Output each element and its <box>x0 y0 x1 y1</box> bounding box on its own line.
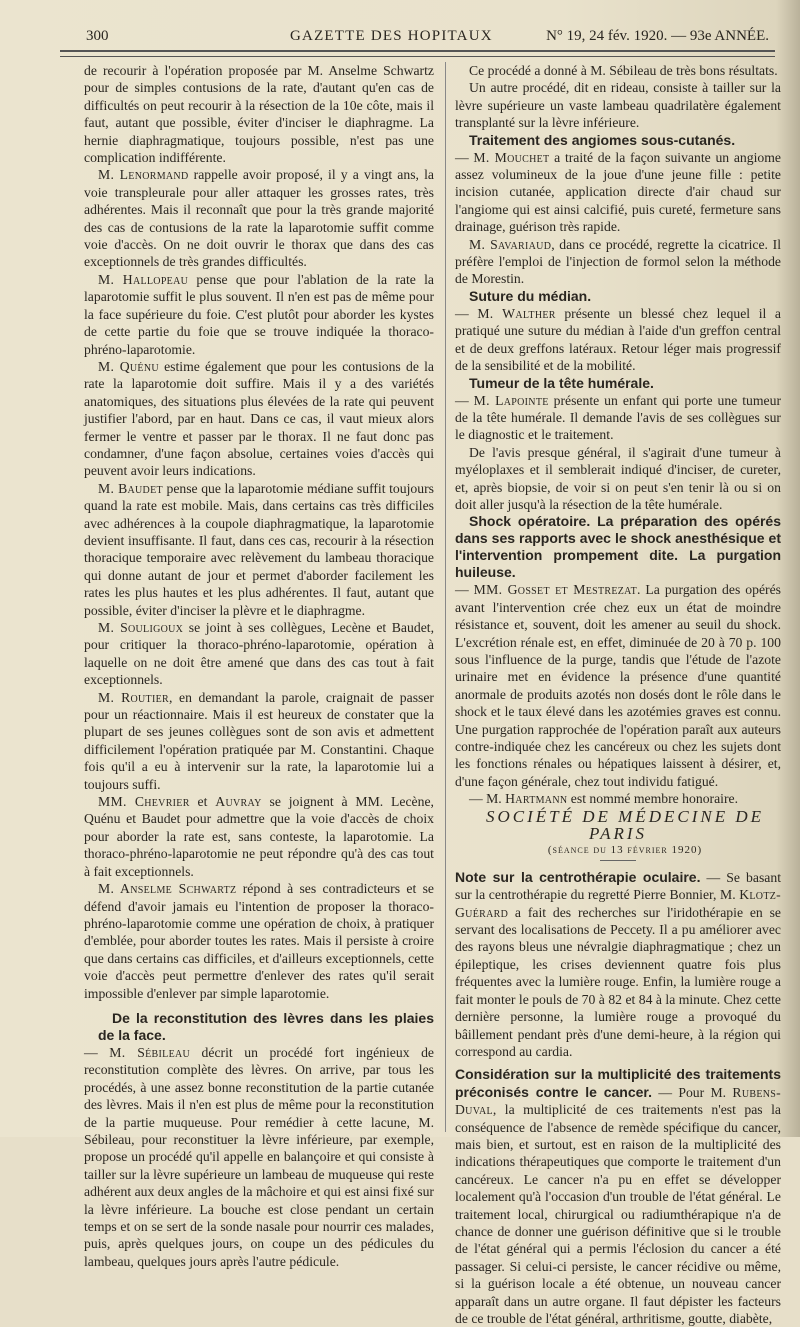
speaker-name: MM. Gosset et Mestrezat <box>473 582 638 598</box>
paragraph-text: répond à ses contradicteurs et se défend d'avoir jamais eu l'intention de proposer la thoraco-phréno-laparotomie comme une opération de choix, à pratiquer d'emblée, pour aborder toutes les rates. Mais il persiste à croire que dans certains cas difficiles, et d'ailleurs exceptionnels, cette voie d'accès peut permettre d'enlever des rates qu'il serait impossible d'enlever par simple laparotomie. <box>84 881 434 1001</box>
section-heading: De la reconstitution des lèvres dans les plaies de la face. <box>98 1009 434 1043</box>
paragraph-text: pense que la laparotomie médiane suffit toujours quand la rate est mobile. Mais, dans certains cas très difficiles avec adhérences à la coupole diaphragmatique, la laparotomie devient insuffisante. Il faut, dans ces cas, recourir à la résection thoracique temporaire avec relèvement du lambeau thoracique qui donne autant de jour et permet d'aborder facilement les rates les plus hautes et les plus adhérentes. Il faut, autant que possible, éviter d'inciser la plèvre et le diaphragme. <box>84 480 434 618</box>
paragraph <box>84 1044 434 1270</box>
paragraph <box>84 166 434 270</box>
section-heading: Traitement des angiomes sous-cutanés. <box>469 131 736 148</box>
paragraph-text: , dans ce procédé, regrette la cicatrice. Il préfère l'emploi de l'injection de formol selon la méthode de Morestin. <box>455 236 781 287</box>
speaker-name: Rubens-Duval <box>455 1084 781 1118</box>
session-date: (séance du 13 février 1920) <box>547 844 703 857</box>
paragraph: — M. Lapointe présente un enfant qui porte une tumeur de la tête humérale. Il demande l'avis de ses collègues sur le diagnostic et le traitement. <box>455 392 782 443</box>
speaker-name: MM. Chevrier <box>98 794 190 810</box>
paragraph-text: présente un blessé chez lequel il a pratiqué une suture du médian à l'aide d'un greffon central et de deux greffons latéraux. Retour léger mais progressif de la sensibilité et de la mobilité. <box>455 305 781 374</box>
paragraph-text: estime également que pour les contusions de la rate la laparotomie doit suffire. Mais il y a des variétés anatomiques, des situations plus élevées de la rate qui peuvent justifier l'abord, par en haut. Dans ce cas, il vaut mieux alors fermer le ventre et passer par le thorax. Il ne faut donc pas condamner, d'une façon absolue, certaines voies d'accès qui peuvent avoir leurs indications. <box>84 358 434 479</box>
paragraph <box>84 880 434 1002</box>
speaker-name: M. Lenormand <box>98 167 189 183</box>
paragraph-text: — M. <box>469 791 506 807</box>
speaker-name: Auvray <box>215 794 262 810</box>
header-rule <box>60 56 775 57</box>
paragraph-text: pense que pour l'ablation de la rate la laparotomie suffit le plus souvent. Il n'en est pas de même pour la face supérieure du foie. C'est plutôt pour aborder les kystes de cette partie du foie que se trouve indiquée la thoraco-phréno-laparotomie. <box>84 271 434 357</box>
paragraph-text: décrit un procédé fort ingénieux de reconstitution complète des lèvres. On arrive, par tous les procédés, à une assez bonne reconstitution de la partie cutanée des lèvres. Mais il n'en est plus de même pour la reconstitution de la partie muqueuse. Pour remédier à cette lacune, M. Sébileau, pour reconstituer la lèvre inférieure, par exemple, propose un procédé qu'il appelle en balançoire et qui consiste à tailler sur la lèvre supérieure un lambeau de muqueuse qui reste adhérent aux deux angles de la mâchoire et qui est ainsi fixé sur la lèvre inférieure. La bouche est close pendant un certain temps et on se sert de la sonde nasale pour nourrir ces malades, puis, après quelques jours, on coupe un des pédicules du lambeau, quelques jours après l'autre pédicule. <box>84 1044 434 1269</box>
divider <box>600 860 636 861</box>
speaker-name: M. Souligoux <box>98 620 184 635</box>
paragraph <box>455 790 781 807</box>
speaker-name: M. Anselme Schwartz <box>98 881 237 897</box>
paragraph <box>84 619 434 689</box>
paragraph-text: se joignent à MM. Lecène, Quénu et Baudet pour admettre que la voie d'accès de choix pour aborder la rate est, sans conteste, la laparotomie. La thoraco-phréno-laparotomie ne peut répondre qu'à des cas tout à fait exceptionnels. <box>84 794 434 879</box>
section-heading: Suture du médian. <box>469 287 592 304</box>
paragraph-text: se joint à ses collègues, Lecène et Baudet, pour critiquer la thoraco-phréno-laparotomie, opération à laquelle on ne doit être amené que dans des cas tout à fait exceptionnels. <box>84 620 434 688</box>
page-header <box>60 24 775 52</box>
page-number: 300 <box>86 28 109 44</box>
paragraph <box>84 793 434 880</box>
journal-title: GAZETTE DES HOPITAUX <box>290 28 493 44</box>
paragraph-text: — <box>84 1044 110 1060</box>
paragraph <box>84 689 434 793</box>
paragraph-text: — Se basant sur la centrothérapie du regretté Pierre Bonnier, M. <box>455 869 782 903</box>
speaker-name: Klotz-Guérard <box>455 887 781 920</box>
speaker-name: M. Routier <box>98 689 169 705</box>
section-heading: Note sur la centrothérapie oculaire. <box>455 868 701 885</box>
speaker-name: M. Hallopeau <box>98 271 189 287</box>
speaker-name: M. Savariaud <box>469 236 552 252</box>
paragraph-text: est nommé membre honoraire. <box>567 791 739 807</box>
paragraph: De l'avis presque général, il s'agirait d'une tumeur à myéloplaxes et il semblerait indiqué d'inciser, de cureter, et, après biopsie, de voir si on peut s'en tenir là ou si on doit aller jusqu'à la résection de la tête humérale. <box>455 444 781 512</box>
column-divider <box>445 62 446 1132</box>
paragraph-text: — Pour M. <box>652 1084 733 1100</box>
paragraph <box>455 236 781 288</box>
paragraph <box>84 271 434 358</box>
paragraph-text: rappelle avoir proposé, il y a vingt ans, la voie transpleurale pour aller attaquer les grosses rates, très adhérentes. Mais il reconnaît que pour la très grande majorité des cas de contusions de la rate la laparotomie suffit comme voie d'accès. On ne doit ouvrir le thorax que dans des cas exceptionnels de très grandes difficultés. <box>84 167 434 270</box>
paragraph: Un autre procédé, dit en rideau, consiste à tailler sur la lèvre supérieure un vaste lambeau quadrilatère également transplanté sur la lèvre inférieure. <box>455 80 781 131</box>
paragraph-text: présente un enfant qui porte une tumeur de la tête humérale. Il demande l'avis de ses collègues sur le diagnostic et le traitement. <box>455 392 782 443</box>
speaker-name: M. Baudet <box>98 480 163 496</box>
speaker-name: Hartmann <box>505 791 568 807</box>
paragraph: — M. Mouchet a traité de la façon suivante un angiome assez volumineux de la joue d'une jeune fille : petite incision cutanée, application directe d'air chaud sur l'angiome qui est ainsi calcifié, puis cureté, fermeture sans drainage, guérison très rapide. <box>455 149 781 235</box>
paragraph-text: . La purgation des opérés avant l'intervention crée chez eux un état de moindre résistance et, souvent, doit les amener au seuil du shock. L'excrétion rénale est, en effet, diminuée de 20 à 70 p. 100 sous l'influence de la purge, tandis que l'étude de l'azote urinaire met en évidence la présence d'une quantité anormale de produits azotés non dosés dont le rôle dans le shock et le taux élevé dans les azotémies graves est connu. Une purgation rapprochée de l'opération paraît aux auteurs contre-indiquée chez les cancéreux ou chez les sujets dont les fonctions rénales ou hépatiques laissent à désirer, et, d'une façon générale, chez tout individu fatigué. <box>455 582 781 789</box>
speaker-name: M. Lapointe <box>473 392 549 408</box>
speaker-name: M. Quénu <box>98 358 159 374</box>
paragraph <box>84 480 434 619</box>
paragraph-text: a fait des recherches sur l'iridothérapie en se servant des localisations de Peccety. Il a pu améliorer avec des rayons bleus une névralgie diaphragmatique ; chez un épileptique, les crises deviennent quatre fois plus fréquentes avec la lumière rouge. Enfin, la lumière rouge a fait monter le pouls de 70 à 82 et 84 à la minute. Chez cette dernière personne, la lumière rouge a provoqué du bâillement pendant près d'une demi-heure, à la région qui correspond au cardia. <box>455 904 781 1059</box>
right-column <box>455 62 781 1327</box>
paragraph-text: , la multiplicité de ces traitements n'est pas la conséquence de l'absence de remède spécifique du cancer, mais bien, et surtout, est en raison de la multiplicité des indications thérapeutiques que comporte le traitement d'un cancéreux. Le cancer n'a pu en effet se développer localement qu'à l'occasion d'un trouble de l'état général. Le traitement local, chirurgical ou radiumthérapique n'a de chance de donner une guérison définitive que si le trouble de l'état général qui a permis l'éclosion du cancer a été passager. Si celui-ci persiste, le cancer récidive ou même, si la guérison locale a été obtenue, un nouveau cancer apparaît dans un autre organe. Il faut dépister les facteurs de ce trouble de l'état général, arthritisme, goutte, diabète, <box>455 1102 781 1326</box>
paragraph <box>84 358 434 480</box>
speaker-name: M. Walther <box>477 305 556 321</box>
issue-info: N° 19, 24 fév. 1920. — 93e ANNÉE. <box>546 28 769 44</box>
paragraph-text: et <box>189 794 216 810</box>
speaker-name: M. Mouchet <box>473 149 550 165</box>
society-title: SOCIÉTÉ DE MÉDECINE DE PARIS <box>485 806 764 844</box>
section-heading: Tumeur de la tête humérale. <box>469 374 654 391</box>
left-column <box>84 62 434 1270</box>
section-heading: Shock opératoire. La préparation des opérés dans ses rapports avec le shock anesthésique et l'intervention prompement dite. La purgation huileuse. <box>455 513 781 581</box>
paragraph-text: a traité de la façon suivante un angiome assez volumineux de la joue d'une jeune fille : petite incision cutanée, application directe d'air chaud sur l'angiome qui est ainsi calcifié, puis cureté, fermeture sans drainage, guérison très rapide. <box>455 149 781 235</box>
paragraph: de recourir à l'opération proposée par M. Anselme Schwartz pour de simples contusions de la rate, d'autant qu'en cas de difficultés on peut recourir à la résection de la 10e côte, mais il faut, autant que possible, éviter d'inciser le diaphragme. La hernie diaphragmatique, toujours possible, n'est pas une complication indifférente. <box>84 63 434 166</box>
speaker-name: M. Sébileau <box>109 1044 191 1060</box>
paragraph: — M. Walther présente un blessé chez lequel il a pratiqué une suture du médian à l'aide d'un greffon central et de deux greffons latéraux. Retour léger mais progressif de la sensibilité et de la mobilité. <box>455 305 781 374</box>
section-heading: Considération sur la multiplicité des traitements préconisés contre le cancer. <box>455 1066 781 1100</box>
paragraph-text: , en demandant la parole, craignait de passer pour un réactionnaire. Mais il est heureux de constater que la plupart de ses jeunes collègues sont de son avis et admettent difficilement l'opération pratiquée par M. Constantini. Chaque fois qu'il a eu à intervenir sur la rate, la laparotomie lui a toujours suffi. <box>84 689 434 792</box>
spacer <box>84 1002 434 1010</box>
paragraph: — MM. Gosset et Mestrezat. La purgation des opérés avant l'intervention crée chez eux un état de moindre résistance et, souvent, doit les amener au seuil du shock. L'excrétion rénale est, en effet, diminuée de 20 à 70 p. 100 sous l'influence de la purge, tandis que l'étude de l'azote urinaire met en évidence la présence d'une quantité anormale de produits azotés non dosés dont le rôle dans le shock et le taux élevé dans les azotémies graves est connu. Une purgation rapprochée de l'opération paraît aux auteurs contre-indiquée chez les cancéreux ou chez les sujets dont les fonctions rénales ou hépatiques laissent à désirer, et, d'une façon générale, chez tout individu fatigué. <box>455 582 781 789</box>
paragraph: Ce procédé a donné à M. Sébileau de très bons résultats. <box>469 63 778 78</box>
